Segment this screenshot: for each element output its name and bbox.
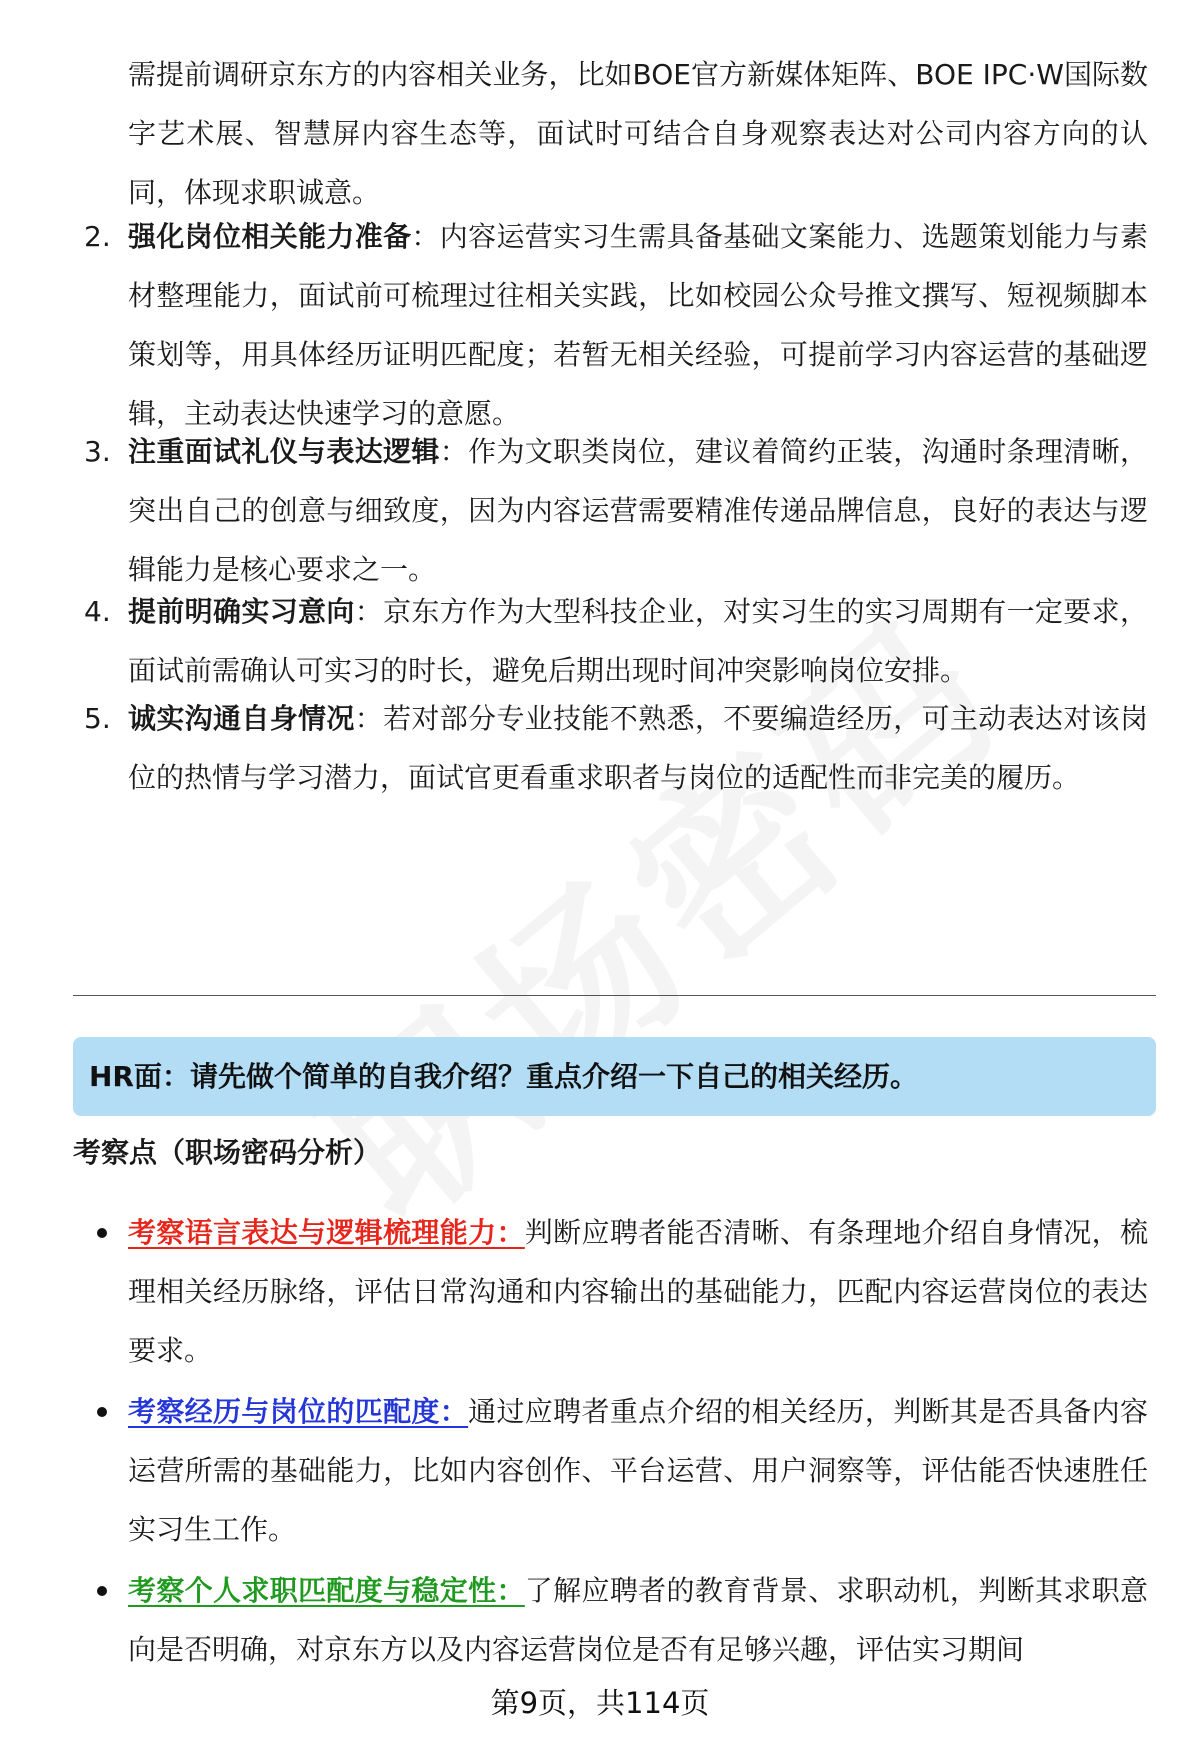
analysis-point-2-label: 考察经历与岗位的匹配度：	[128, 1395, 469, 1428]
section-divider	[73, 995, 1156, 996]
tip-2-text: 内容运营实习生需具备基础文案能力、选题策划能力与素材整理能力，面试前可梳理过往相关实践，比如校园公众号推文撰写、短视频脚本策划等，用具体经历证明匹配度；若暂无相关经验，可提前学习内容运营的基础逻辑，主动表达快速学习的意愿。	[128, 220, 1148, 430]
tip-4-sep: ：	[354, 595, 384, 628]
tip-5-sep: ：	[354, 702, 384, 735]
bullet-icon	[97, 1228, 107, 1238]
tip-3-text: 作为文职类岗位，建议着简约正装，沟通时条理清晰，突出自己的创意与细致度，因为内容运营需要精准传递品牌信息，良好的表达与逻辑能力是核心要求之一。	[128, 435, 1148, 586]
tip-5-text: 若对部分专业技能不熟悉，不要编造经历，可主动表达对该岗位的热情与学习潜力，面试官更看重求职者与岗位的适配性而非完美的履历。	[128, 702, 1148, 794]
tip-3	[128, 422, 1148, 599]
tip-3-sep: ：	[439, 435, 469, 468]
tip-4	[128, 582, 1148, 700]
analysis-heading: 考察点（职场密码分析）	[73, 1136, 382, 1169]
analysis-point-2-text: 通过应聘者重点介绍的相关经历，判断其是否具备内容运营所需的基础能力，比如内容创作、平台运营、用户洞察等，评估能否快速胜任实习生工作。	[128, 1395, 1148, 1546]
tip-5-number: 5.	[84, 702, 111, 735]
analysis-point-1-text: 判断应聘者能否清晰、有条理地介绍自身情况，梳理相关经历脉络，评估日常沟通和内容输出的基础能力，匹配内容运营岗位的表达要求。	[128, 1216, 1148, 1367]
tip-1-continuation: 需提前调研京东方的内容相关业务，比如BOE官方新媒体矩阵、BOE IPC·W国际数字艺术展、智慧屏内容生态等，面试时可结合自身观察表达对公司内容方向的认同，体现求职诚意。	[128, 58, 1148, 209]
tip-4-number: 4.	[84, 595, 111, 628]
interview-question: HR面：请先做个简单的自我介绍？重点介绍一下自己的相关经历。	[89, 1060, 918, 1093]
analysis-point-3-label: 考察个人求职匹配度与稳定性：	[128, 1574, 525, 1607]
tip-2	[128, 207, 1148, 443]
tip-3-number: 3.	[84, 435, 111, 468]
tip-3-title: 注重面试礼仪与表达逻辑	[128, 435, 440, 468]
tip-5-title: 诚实沟通自身情况	[128, 702, 355, 735]
bullet-icon	[97, 1586, 107, 1596]
tip-2-sep: ：	[411, 220, 440, 253]
analysis-point-3-text: 了解应聘者的教育背景、求职动机，判断其求职意向是否明确，对京东方以及内容运营岗位是否有足够兴趣，评估实习期间	[128, 1574, 1148, 1666]
analysis-point-1	[128, 1203, 1148, 1380]
tip-2-number: 2.	[84, 220, 111, 253]
tip-4-title: 提前明确实习意向	[128, 595, 355, 628]
analysis-point-3	[128, 1561, 1148, 1679]
page-number: 第9页，共114页	[490, 1686, 710, 1720]
bullet-icon	[97, 1407, 107, 1417]
analysis-point-2	[128, 1382, 1148, 1559]
analysis-point-1-label: 考察语言表达与逻辑梳理能力：	[128, 1216, 525, 1249]
tip-5	[128, 689, 1148, 807]
tip-2-title: 强化岗位相关能力准备	[128, 220, 412, 253]
tip-4-text: 京东方作为大型科技企业，对实习生的实习周期有一定要求，面试前需确认可实习的时长，避免后期出现时间冲突影响岗位安排。	[128, 595, 1148, 687]
